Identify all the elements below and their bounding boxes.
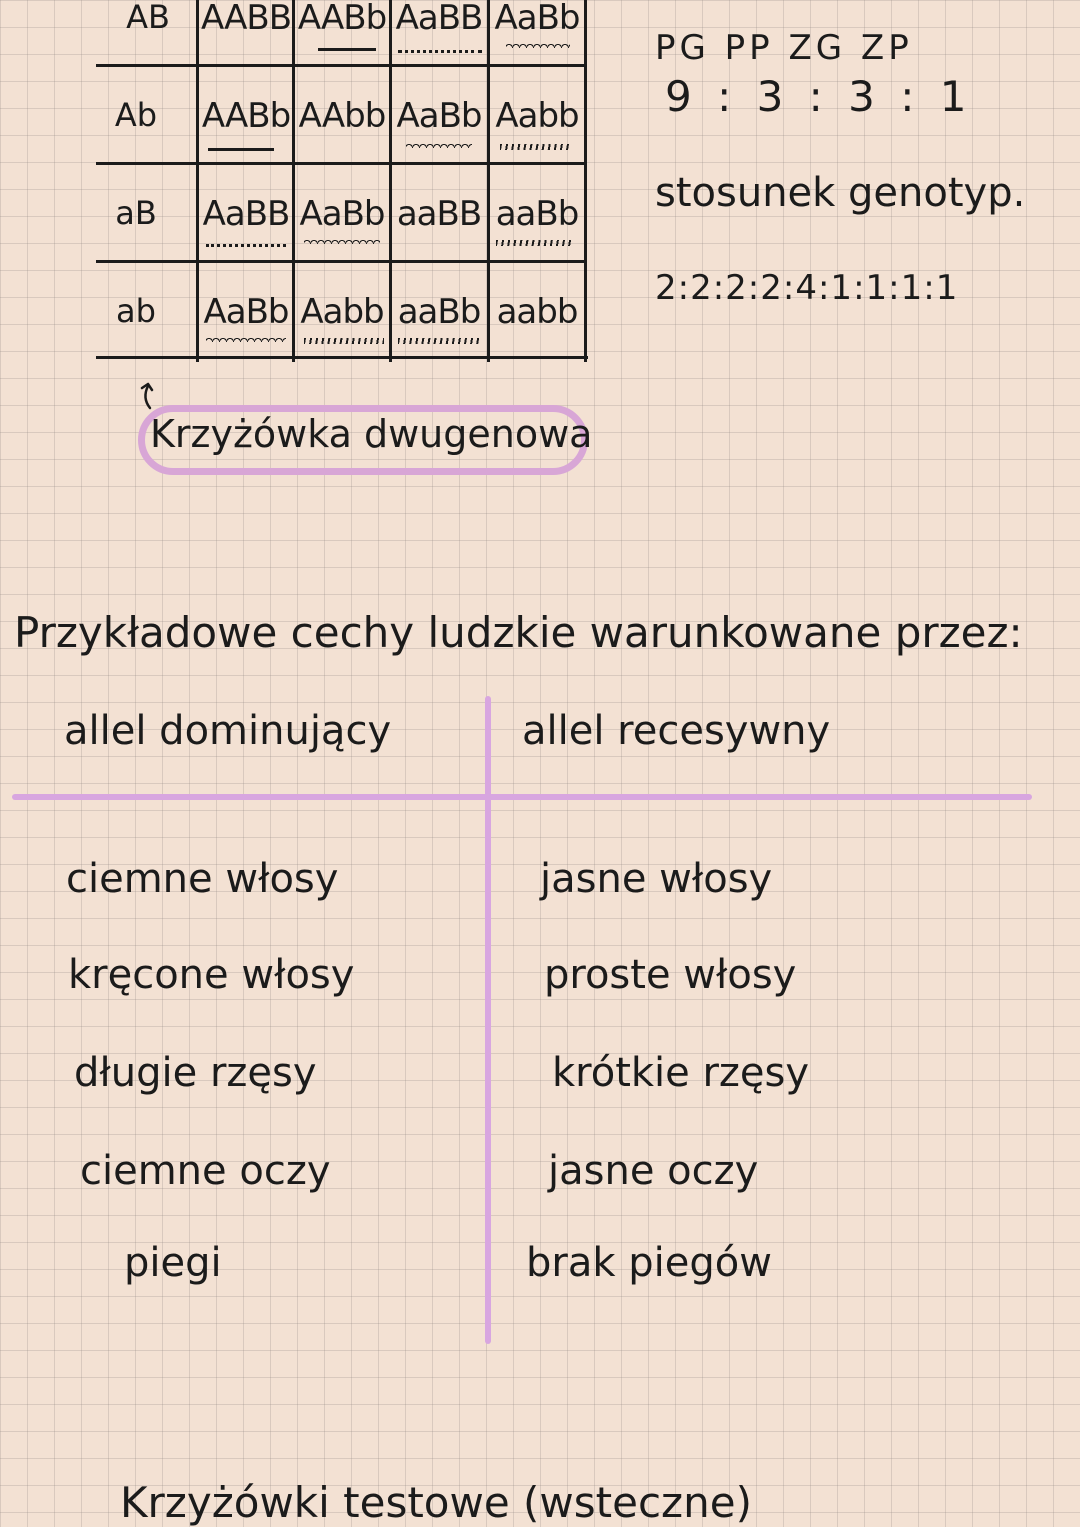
table-line [96,162,586,165]
punnett-cell: Aabb [495,96,579,136]
punnett-row-label: ab [116,292,156,330]
section-heading-test-crosses: Krzyżówki testowe (wsteczne) [120,1478,752,1527]
punnett-row-label: Ab [114,96,158,134]
underline-wavy [406,142,472,148]
underline-hatched [398,338,482,344]
table-line [96,64,586,67]
table-line [96,260,586,263]
underline-dotted [398,50,482,53]
punnett-header-row-label: AB [126,0,170,36]
recessive-trait: jasne włosy [540,856,773,902]
phenotype-labels: PG PP ZG ZP [655,28,913,68]
punnett-cell: aaBb [495,194,579,234]
cross-label: Krzyżówka dwugenowa [150,412,593,456]
underline-wavy [304,238,380,244]
punnett-cell: aabb [496,292,578,332]
phenotype-ratio: 9 : 3 : 3 : 1 [665,72,973,121]
underline-wavy [206,336,286,342]
punnett-cell: AABb [297,0,387,38]
underline-hatched [496,240,574,246]
underline-solid [318,48,376,51]
underline-hatched [500,144,572,150]
punnett-cell: aaBB [396,194,482,234]
table-divider-vertical [485,696,491,1344]
punnett-cell: aaBb [397,292,481,332]
punnett-cell: AaBb [494,0,580,38]
punnett-row-label: aB [115,194,157,232]
examples-heading: Przykładowe cechy ludzkie warunkowane przez: [14,608,1023,657]
underline-hatched [304,338,384,344]
punnett-cell: Aabb [300,292,384,332]
dominant-trait: ciemne włosy [66,856,339,902]
punnett-cell: AaBB [202,194,290,234]
table-line [96,356,588,359]
recessive-trait: krótkie rzęsy [552,1050,810,1096]
punnett-cell: AABb [201,96,291,136]
column-header-recessive: allel recesywny [522,708,831,754]
underline-wavy [506,42,570,48]
punnett-cell: AaBB [395,0,483,38]
genotype-ratio: 2:2:2:2:4:1:1:1:1 [655,268,959,308]
dominant-trait: długie rzęsy [74,1050,317,1096]
punnett-cell: AaBb [396,96,482,136]
punnett-cell: AAbb [298,96,386,136]
dominant-trait: piegi [124,1240,222,1286]
genotype-ratio-title: stosunek genotyp. [655,170,1026,216]
recessive-trait: proste włosy [544,952,797,998]
underline-dotted [206,244,286,247]
punnett-cell: AABB [200,0,292,38]
dominant-trait: ciemne oczy [80,1148,331,1194]
recessive-trait: jasne oczy [548,1148,759,1194]
underline-solid [208,148,274,151]
curved-arrow-icon [138,380,162,410]
punnett-cell: AaBb [203,292,289,332]
recessive-trait: brak piegów [526,1240,772,1286]
dominant-trait: kręcone włosy [68,952,355,998]
punnett-cell: AaBb [299,194,385,234]
column-header-dominant: allel dominujący [64,708,392,754]
table-divider-horizontal [12,794,1032,800]
